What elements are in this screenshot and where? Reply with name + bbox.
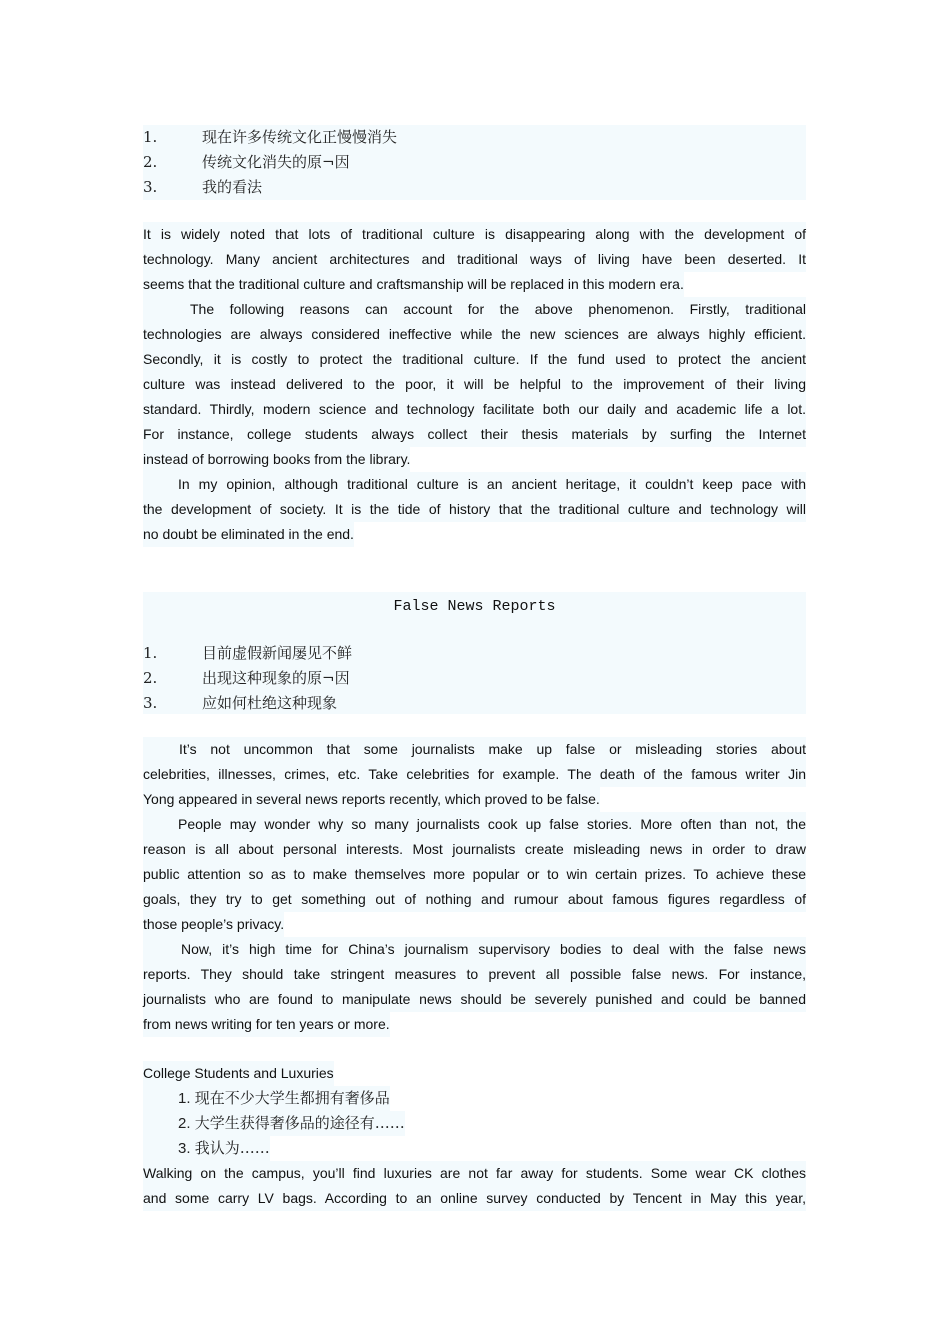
outline-number: 1. bbox=[178, 1090, 195, 1107]
paragraph-line bbox=[143, 272, 806, 297]
line-text: goals, they try to get something out of nothing and rumour about famous figures regardless of bbox=[143, 891, 806, 907]
paragraph-line bbox=[143, 912, 806, 937]
outline-item bbox=[143, 641, 806, 666]
outline-number: 2. bbox=[143, 153, 158, 171]
line-text: People may wonder why so many journalists cook up false stories. More often than not, the bbox=[178, 816, 806, 832]
paragraph-line bbox=[143, 787, 806, 812]
paragraph-line bbox=[143, 762, 806, 787]
line-text: Yong appeared in several news reports recently, which proved to be false. bbox=[143, 787, 600, 812]
line-text: celebrities, illnesses, crimes, etc. Take celebrities for example. The death of the famous writer Jin bbox=[143, 766, 806, 782]
line-text: It’s not uncommon that some journalists make up false or misleading stories about bbox=[179, 741, 806, 757]
line-text: Secondly, it is costly to protect the traditional culture. If the fund used to protect the ancient bbox=[143, 351, 806, 367]
line-text: the development of society. It is the tide of history that the traditional culture and technology will bbox=[143, 501, 806, 517]
outline-number: 3. bbox=[178, 1140, 195, 1157]
line-text: instead of borrowing books from the library. bbox=[143, 447, 410, 472]
paragraph-line bbox=[143, 987, 806, 1012]
outline-text: 传统文化消失的原¬因 bbox=[202, 153, 350, 171]
paragraph-line bbox=[143, 812, 806, 837]
line-text: technology. Many ancient architectures and traditional ways of living have been deserted. It bbox=[143, 251, 806, 267]
paragraph-line bbox=[143, 862, 806, 887]
line-text: journalists who are found to manipulate news should be severely punished and could be banned bbox=[143, 991, 806, 1007]
outline-false-news bbox=[143, 592, 806, 714]
outline-item bbox=[143, 175, 806, 200]
outline-number: 1. bbox=[143, 644, 158, 662]
line-text: seems that the traditional culture and craftsmanship will be replaced in this modern era. bbox=[143, 272, 684, 297]
outline-item bbox=[143, 125, 806, 150]
paragraph-line bbox=[143, 222, 806, 247]
line-text: standard. Thirdly, modern science and technology facilitate both our daily and academic life a lot. bbox=[143, 401, 806, 417]
outline-number: 1. bbox=[143, 128, 158, 146]
paragraph-line bbox=[143, 1012, 806, 1037]
line-text: technologies are always considered ineffective while the new sciences are always highly efficient. bbox=[143, 326, 806, 342]
paragraph-line bbox=[143, 322, 806, 347]
outline-item-text bbox=[143, 1136, 270, 1161]
outline-number: 3. bbox=[143, 178, 158, 196]
paragraph-line bbox=[143, 837, 806, 862]
paragraph-line bbox=[143, 297, 806, 322]
line-text: public attention so as to make themselves more popular or to win certain prizes. To achieve these bbox=[143, 866, 806, 882]
line-text: reason is all about personal interests. Most journalists create misleading news in order to draw bbox=[143, 841, 806, 857]
paragraph-line bbox=[143, 497, 806, 522]
outline-item bbox=[143, 691, 806, 716]
essay-title: False News Reports bbox=[393, 598, 556, 615]
paragraph-line bbox=[143, 422, 806, 447]
line-text: culture was instead delivered to the poor, it will be helpful to the improvement of their living bbox=[143, 376, 806, 392]
outline-text: 大学生获得奢侈品的途径有…… bbox=[194, 1114, 405, 1132]
outline-text: 现在不少大学生都拥有奢侈品 bbox=[194, 1089, 390, 1107]
outline-text: 应如何杜绝这种现象 bbox=[202, 694, 338, 712]
outline-number: 2. bbox=[143, 669, 158, 687]
line-text: Walking on the campus, you’ll find luxuries are not far away for students. Some wear CK clothes bbox=[143, 1165, 806, 1181]
outline-number: 2. bbox=[178, 1115, 195, 1132]
paragraph-line bbox=[143, 1161, 806, 1186]
paragraph-line bbox=[143, 372, 806, 397]
paragraph-line bbox=[143, 737, 806, 762]
outline-item-text bbox=[143, 1086, 390, 1111]
paragraph-line bbox=[143, 522, 806, 547]
line-text: In my opinion, although traditional culture is an ancient heritage, it couldn’t keep pace with bbox=[178, 476, 806, 492]
paragraph-line bbox=[143, 397, 806, 422]
paragraph-line bbox=[143, 962, 806, 987]
line-text: For instance, college students always collect their thesis materials by surfing the Internet bbox=[143, 426, 806, 442]
paragraph-line bbox=[143, 347, 806, 372]
outline-number: 3. bbox=[143, 694, 158, 712]
paragraph-line bbox=[143, 1186, 806, 1211]
outline-item bbox=[143, 1111, 806, 1136]
line-text: reports. They should take stringent measures to prevent all possible false news. For instance, bbox=[143, 966, 806, 982]
line-text: Now, it’s high time for China’s journalism supervisory bodies to deal with the false news bbox=[181, 941, 806, 957]
outline-item bbox=[143, 1086, 806, 1111]
outline-text: 出现这种现象的原¬因 bbox=[202, 669, 350, 687]
outline-text: 我认为…… bbox=[194, 1139, 270, 1157]
paragraph-line bbox=[143, 472, 806, 497]
paragraph-line bbox=[143, 447, 806, 472]
essay-title: College Students and Luxuries bbox=[143, 1061, 334, 1086]
outline-text: 现在许多传统文化正慢慢消失 bbox=[202, 128, 398, 146]
essay-false-news bbox=[143, 737, 806, 1037]
outline-item bbox=[143, 150, 806, 175]
line-text: no doubt be eliminated in the end. bbox=[143, 522, 354, 547]
line-text: from news writing for ten years or more. bbox=[143, 1012, 390, 1037]
outline-text: 目前虚假新闻屡见不鲜 bbox=[202, 644, 353, 662]
outline-traditional-culture bbox=[143, 125, 806, 200]
outline-item bbox=[143, 1136, 806, 1161]
outline-item bbox=[143, 666, 806, 691]
outline-text: 我的看法 bbox=[202, 178, 263, 196]
essay-traditional-culture bbox=[143, 222, 806, 547]
outline-item-text bbox=[143, 1111, 405, 1136]
paragraph-line bbox=[143, 247, 806, 272]
essay-college-luxuries bbox=[143, 1061, 806, 1211]
line-text: those people’s privacy. bbox=[143, 912, 284, 937]
line-text: It is widely noted that lots of traditional culture is disappearing along with the development of bbox=[143, 226, 806, 242]
line-text: and some carry LV bags. According to an online survey conducted by Tencent in May this year, bbox=[143, 1190, 806, 1206]
paragraph-line bbox=[143, 937, 806, 962]
paragraph-line bbox=[143, 887, 806, 912]
line-text: The following reasons can account for the above phenomenon. Firstly, traditional bbox=[190, 301, 806, 317]
